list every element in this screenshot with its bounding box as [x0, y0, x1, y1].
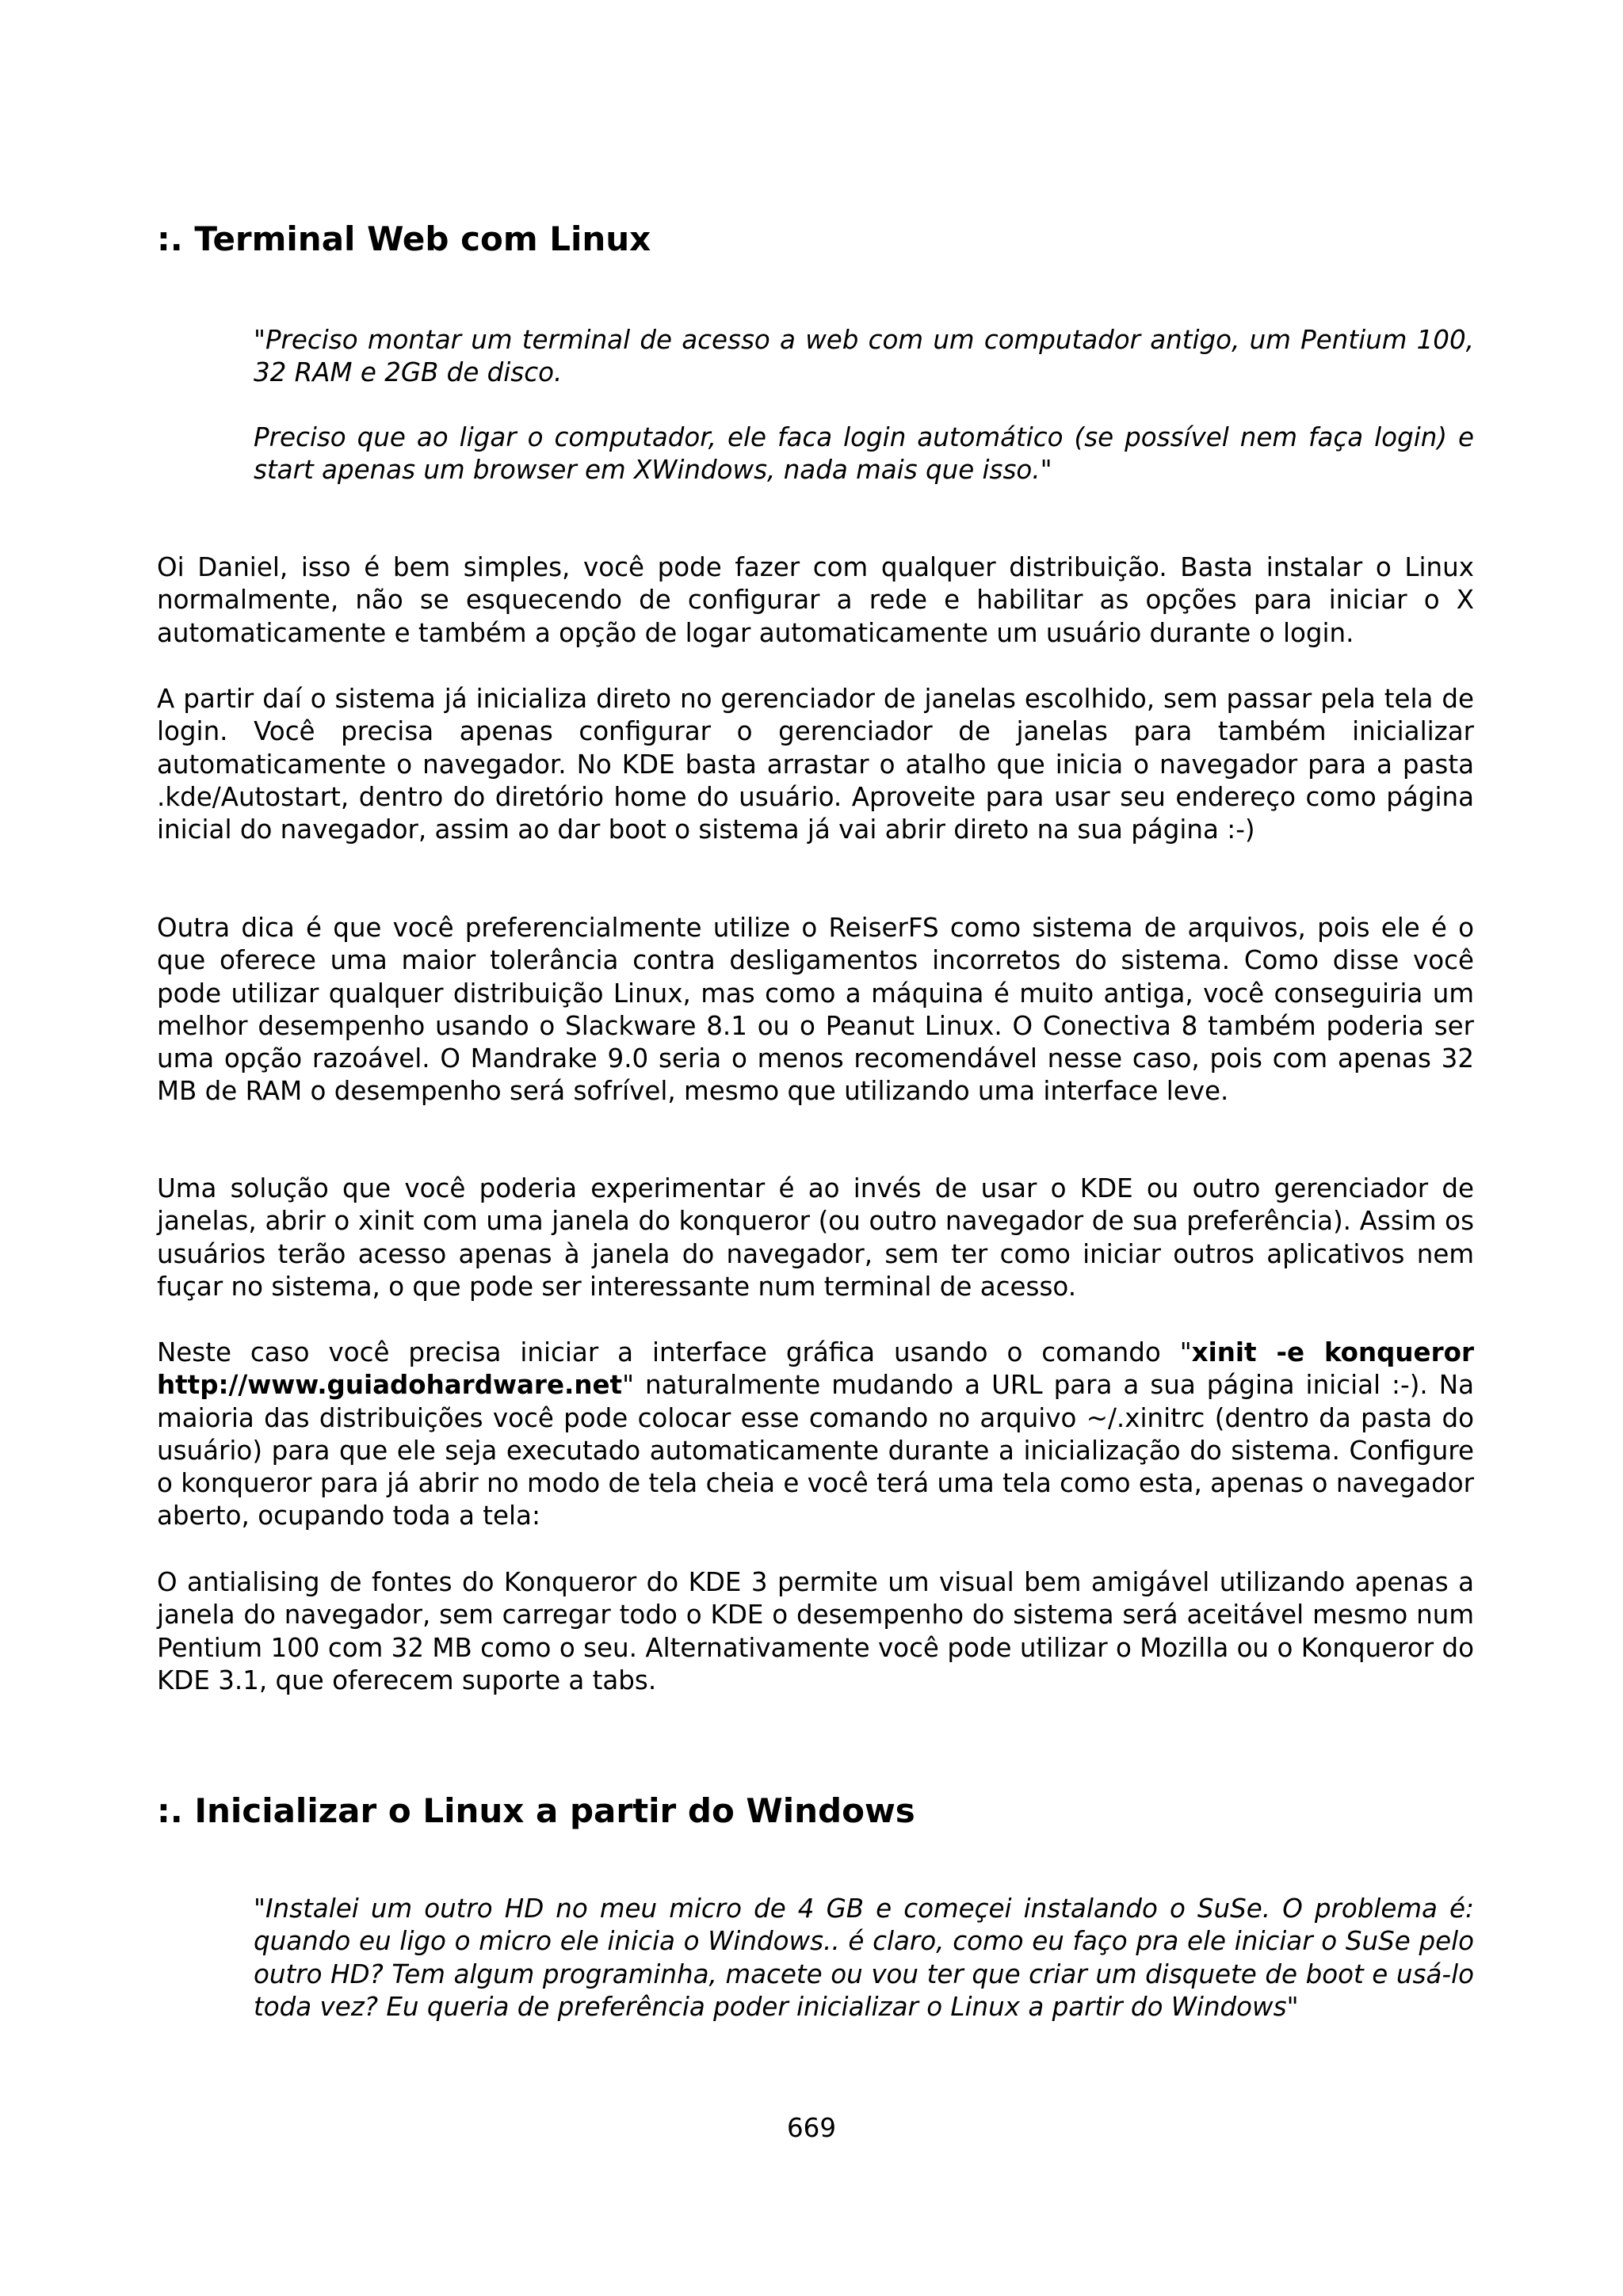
section-title-inicializar-linux: :. Inicializar o Linux a partir do Windows: [157, 1791, 915, 1830]
answer-paragraph-1: Oi Daniel, isso é bem simples, você pode fazer com qualquer distribuição. Basta instalar o Linux normalmente, não se esquecendo de configurar a rede e habilitar as opções para iniciar o X automaticamente e também a opção de logar automaticamente um usuário durante o login.: [157, 552, 1474, 648]
question-quote-part-1: "Preciso montar um terminal de acesso a web com um computador antigo, um Pentium 100, 32 RAM e 2GB de disco.: [254, 325, 1474, 388]
answer-paragraph-5: [157, 1337, 1474, 1533]
paragraph-5-text-after: " naturalmente mudando a URL para a sua página inicial :-). Na maioria das distribuições você pode colocar esse comando no arquivo ~/.xinitrc (dentro da pasta do usuário) para que ele seja executado automaticamente durante a inicialização do sistema. Configure o konqueror para já abrir no modo de tela cheia e você terá uma tela como esta, apenas o navegador aberto, ocupando toda a tela:: [157, 1370, 1474, 1531]
question-quote-part-2: Preciso que ao ligar o computador, ele faca login automático (se possível nem faça login) e start apenas um browser em XWindows, nada mais que isso.": [254, 422, 1474, 486]
answer-paragraph-3: Outra dica é que você preferencialmente utilize o ReiserFS como sistema de arquivos, pois ele é o que oferece uma maior tolerância contra desligamentos incorretos do sistema. Como disse você pode utilizar qualquer distribuição Linux, mas como a máquina é muito antiga, você conseguiria um melhor desempenho usando o Slackware 8.1 ou o Peanut Linux. O Conectiva 8 também poderia ser uma opção razoável. O Mandrake 9.0 seria o menos recomendável nesse caso, pois com apenas 32 MB de RAM o desempenho será sofrível, mesmo que utilizando uma interface leve.: [157, 913, 1474, 1107]
xinit-command: xinit -e konqueror http://www.guiadohardware.net: [157, 1337, 1474, 1401]
answer-paragraph-2: A partir daí o sistema já inicializa direto no gerenciador de janelas escolhido, sem passar pela tela de login. Você precisa apenas configurar o gerenciador de janelas para também inicializar automaticamente o navegador. No KDE basta arrastar o atalho que inicia o navegador para a pasta .kde/Autostart, dentro do diretório home do usuário. Aproveite para usar seu endereço como página inicial do navegador, assim ao dar boot o sistema já vai abrir direto na sua página :-): [157, 684, 1474, 845]
paragraph-5-text-before: Neste caso você precisa iniciar a interface gráfica usando o comando ": [157, 1337, 1192, 1367]
answer-paragraph-6: O antialising de fontes do Konqueror do KDE 3 permite um visual bem amigável utilizando apenas a janela do navegador, sem carregar todo o KDE o desempenho do sistema será aceitável mesmo num Pentium 100 com 32 MB como o seu. Alternativamente você pode utilizar o Mozilla ou o Konqueror do KDE 3.1, que oferecem suporte a tabs.: [157, 1567, 1474, 1695]
answer-paragraph-4: Uma solução que você poderia experimentar é ao invés de usar o KDE ou outro gerenciador de janelas, abrir o xinit com uma janela do konqueror (ou outro navegador de sua preferência). Assim os usuários terão acesso apenas à janela do navegador, sem ter como iniciar outros aplicativos nem fuçar no sistema, o que pode ser interessante num terminal de acesso.: [157, 1173, 1474, 1302]
section-title-terminal-web: :. Terminal Web com Linux: [157, 219, 651, 258]
page-number: 669: [786, 2113, 837, 2143]
question-quote-section-2: "Instalei um outro HD no meu micro de 4 GB e começei instalando o SuSe. O problema é: quando eu ligo o micro ele inicia o Windows.. é claro, como eu faço pra ele iniciar o SuSe pelo outro HD? Tem algum programinha, macete ou vou ter que criar um disquete de boot e usá-lo toda vez? Eu queria de preferência poder inicializar o Linux a partir do Windows": [254, 1894, 1474, 2022]
